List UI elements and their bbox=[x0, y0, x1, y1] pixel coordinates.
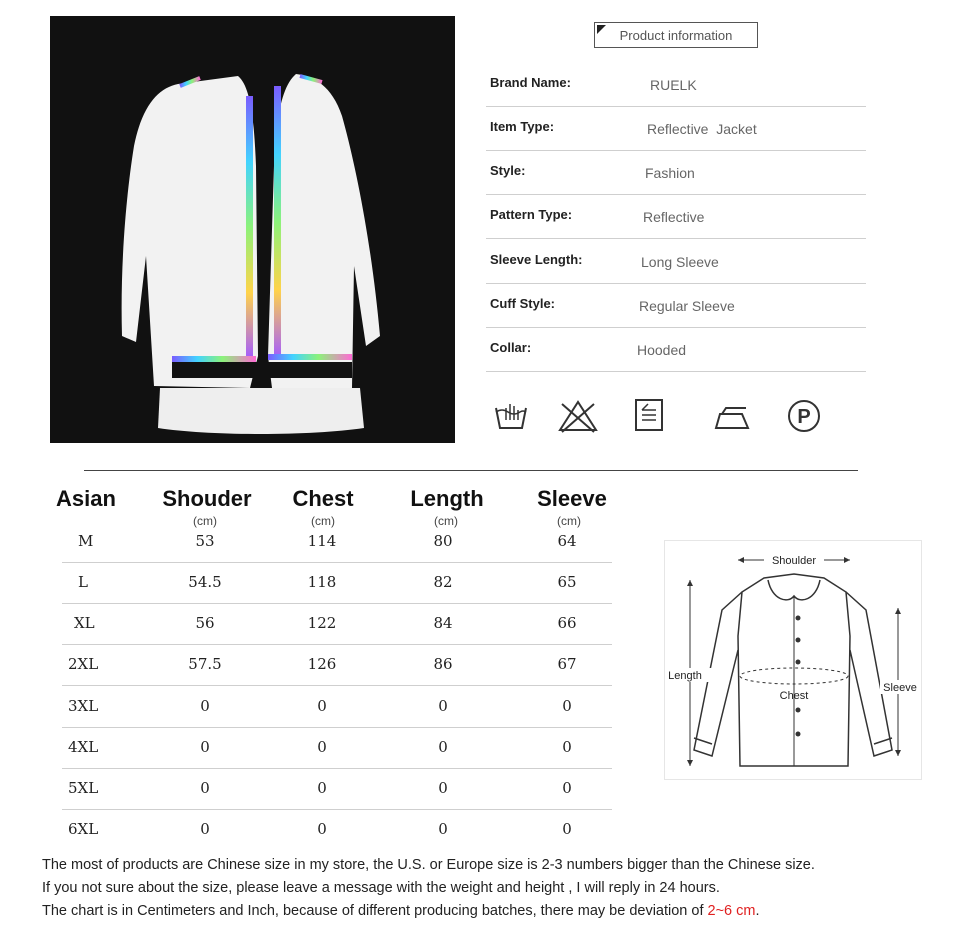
unit-label: (cm) bbox=[434, 514, 458, 528]
measurement-diagram bbox=[664, 540, 922, 780]
info-row-sleeve-length bbox=[486, 240, 866, 284]
table-row bbox=[62, 522, 612, 563]
info-row-brand bbox=[486, 63, 866, 107]
shoulder-cell: 0 bbox=[200, 697, 210, 715]
sleeve-label: Sleeve bbox=[883, 682, 917, 694]
table-row bbox=[62, 810, 612, 851]
product-photo bbox=[50, 16, 455, 443]
info-label: Sleeve Length: bbox=[490, 252, 583, 267]
length-cell: 80 bbox=[433, 532, 453, 550]
unit-label: (cm) bbox=[557, 514, 581, 528]
reflective-jacket-image bbox=[50, 16, 455, 443]
length-cell: 0 bbox=[438, 779, 448, 797]
sleeve-cell: 66 bbox=[557, 614, 577, 632]
sleeve-cell: 64 bbox=[557, 532, 577, 550]
shoulder-cell: 0 bbox=[200, 779, 210, 797]
sleeve-cell: 67 bbox=[557, 655, 577, 673]
dry-clean-icon bbox=[786, 398, 822, 434]
info-label: Item Type: bbox=[490, 119, 555, 134]
size-note-3-end: . bbox=[755, 903, 760, 919]
info-row-pattern-type bbox=[486, 195, 866, 239]
shoulder-cell: 56 bbox=[195, 614, 215, 632]
table-row bbox=[62, 645, 612, 686]
no-bleach-icon bbox=[556, 398, 600, 434]
col-header-length: Length bbox=[410, 486, 484, 511]
col-header-asian: Asian bbox=[56, 486, 116, 511]
info-row-item-type bbox=[486, 107, 866, 151]
shoulder-label: Shoulder bbox=[771, 555, 817, 567]
info-label: Pattern Type: bbox=[490, 207, 573, 222]
size-cell: XL bbox=[74, 614, 95, 632]
info-value: Regular Sleeve bbox=[639, 298, 735, 314]
info-row-collar bbox=[486, 328, 866, 372]
chest-cell: 0 bbox=[317, 697, 327, 715]
shoulder-cell: 0 bbox=[200, 738, 210, 756]
size-note-1: The most of products are Chinese size in my store, the U.S. or Europe size is 2-3 numbers bigger than the Chinese size. bbox=[42, 857, 815, 873]
chest-label: Chest bbox=[779, 690, 809, 702]
col-header-sleeve: Sleeve bbox=[537, 486, 607, 511]
info-value: Fashion bbox=[645, 165, 695, 181]
size-cell: M bbox=[78, 532, 94, 550]
shirt-measurement-illustration bbox=[664, 540, 922, 780]
product-information-header bbox=[594, 22, 758, 48]
info-label: Collar: bbox=[490, 340, 532, 355]
size-cell: L bbox=[78, 573, 88, 591]
length-cell: 84 bbox=[433, 614, 453, 632]
table-row bbox=[62, 728, 612, 769]
size-cell: 6XL bbox=[68, 820, 99, 838]
size-cell: 5XL bbox=[68, 779, 99, 797]
unit-label: (cm) bbox=[311, 514, 335, 528]
col-header-chest: Chest bbox=[292, 486, 354, 511]
size-note-3-text: The chart is in Centimeters and Inch, because of different producing batches, there may be deviation of bbox=[42, 903, 708, 919]
table-row bbox=[62, 604, 612, 645]
info-value: Reflective bbox=[643, 209, 705, 225]
info-value: RUELK bbox=[650, 77, 697, 93]
length-cell: 0 bbox=[438, 820, 448, 838]
unit-label: (cm) bbox=[193, 514, 217, 528]
table-row bbox=[62, 563, 612, 604]
shoulder-cell: 54.5 bbox=[188, 573, 222, 591]
info-row-cuff-style bbox=[486, 284, 866, 328]
length-cell: 0 bbox=[438, 697, 448, 715]
chest-cell: 114 bbox=[307, 532, 337, 550]
length-cell: 82 bbox=[433, 573, 453, 591]
length-cell: 86 bbox=[433, 655, 453, 673]
table-row bbox=[62, 687, 612, 728]
chest-cell: 122 bbox=[307, 614, 337, 632]
shoulder-cell: 53 bbox=[195, 532, 215, 550]
size-note-3 bbox=[42, 903, 760, 919]
size-cell: 4XL bbox=[68, 738, 99, 756]
col-header-shoulder: Shouder bbox=[162, 486, 252, 511]
size-cell: 3XL bbox=[68, 697, 99, 715]
length-cell: 0 bbox=[438, 738, 448, 756]
product-information-title: Product information bbox=[619, 27, 733, 43]
info-value: Hooded bbox=[637, 342, 687, 358]
tumble-dry-icon bbox=[634, 398, 664, 432]
deviation-highlight: 2~6 cm bbox=[707, 903, 756, 919]
svg-text:P: P bbox=[797, 406, 811, 428]
sleeve-cell: 0 bbox=[562, 697, 572, 715]
chest-cell: 118 bbox=[307, 573, 337, 591]
shoulder-cell: 0 bbox=[200, 820, 210, 838]
iron-icon bbox=[712, 398, 752, 432]
chest-cell: 0 bbox=[317, 738, 327, 756]
sleeve-cell: 0 bbox=[562, 820, 572, 838]
size-note-2: If you not sure about the size, please leave a message with the weight and height , I will reply in 24 hours. bbox=[42, 880, 720, 896]
sleeve-cell: 0 bbox=[562, 779, 572, 797]
info-value: Long Sleeve bbox=[641, 254, 719, 270]
hand-wash-icon bbox=[492, 398, 530, 434]
info-label: Cuff Style: bbox=[490, 296, 555, 311]
chest-cell: 0 bbox=[317, 779, 327, 797]
section-divider bbox=[84, 470, 858, 471]
table-row bbox=[62, 769, 612, 810]
corner-marker-icon bbox=[597, 25, 606, 34]
chest-cell: 0 bbox=[317, 820, 327, 838]
sleeve-cell: 65 bbox=[557, 573, 577, 591]
info-label: Style: bbox=[490, 163, 526, 178]
care-icons bbox=[486, 398, 866, 438]
shoulder-cell: 57.5 bbox=[188, 655, 222, 673]
info-label: Brand Name: bbox=[490, 75, 571, 90]
info-row-style bbox=[486, 151, 866, 195]
length-label: Length bbox=[668, 670, 702, 682]
chest-cell: 126 bbox=[307, 655, 337, 673]
sleeve-cell: 0 bbox=[562, 738, 572, 756]
info-value: Reflective Jacket bbox=[647, 121, 757, 137]
size-cell: 2XL bbox=[68, 655, 99, 673]
